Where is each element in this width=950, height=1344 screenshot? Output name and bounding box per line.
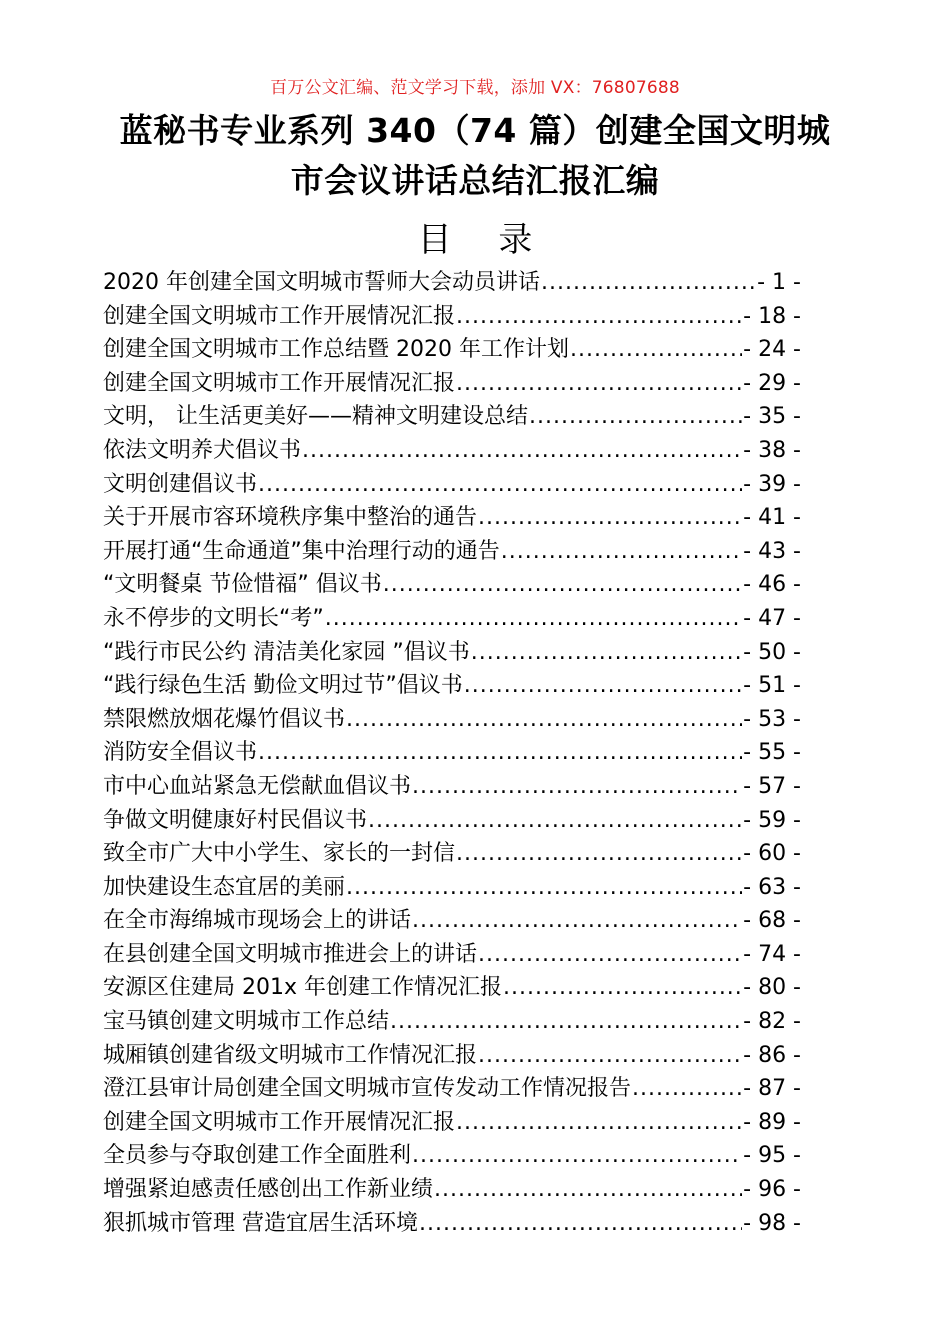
table-of-contents bbox=[103, 266, 801, 1240]
toc-entry-page: - 63 - bbox=[743, 874, 801, 900]
toc-entry-page: - 68 - bbox=[743, 908, 801, 934]
toc-entry-page: - 29 - bbox=[743, 370, 801, 396]
toc-entry-page: - 96 - bbox=[743, 1177, 801, 1203]
toc-entry-page: - 51 - bbox=[743, 673, 801, 699]
toc-entry[interactable] bbox=[103, 804, 801, 838]
toc-entry[interactable] bbox=[103, 400, 801, 434]
toc-dot-leader bbox=[503, 971, 742, 1005]
toc-entry[interactable] bbox=[103, 871, 801, 905]
toc-entry-title: 消防安全倡议书 bbox=[103, 740, 258, 766]
toc-dot-leader bbox=[383, 568, 742, 602]
toc-entry-page: - 53 - bbox=[743, 706, 801, 732]
toc-entry[interactable] bbox=[103, 434, 801, 468]
toc-dot-leader bbox=[529, 400, 742, 434]
toc-entry-title: 加快建设生态宜居的美丽 bbox=[103, 874, 346, 900]
toc-entry-title: 创建全国文明城市工作开展情况汇报 bbox=[103, 1109, 456, 1135]
toc-entry-title: 创建全国文明城市工作开展情况汇报 bbox=[103, 303, 456, 329]
document-title bbox=[60, 106, 890, 206]
toc-dot-leader bbox=[412, 904, 742, 938]
toc-entry-page: - 59 - bbox=[743, 807, 801, 833]
toc-entry[interactable] bbox=[103, 266, 801, 300]
toc-dot-leader bbox=[456, 300, 742, 334]
toc-entry-title: 狠抓城市管理 营造宜居生活环境 bbox=[103, 1210, 418, 1236]
toc-entry-page: - 98 - bbox=[743, 1210, 801, 1236]
toc-entry[interactable] bbox=[103, 501, 801, 535]
toc-entry-page: - 74 - bbox=[743, 941, 801, 967]
toc-dot-leader bbox=[501, 535, 742, 569]
toc-entry-page: - 80 - bbox=[743, 975, 801, 1001]
toc-entry-page: - 87 - bbox=[743, 1076, 801, 1102]
toc-entry[interactable] bbox=[103, 703, 801, 737]
toc-heading: 目 录 bbox=[417, 220, 551, 260]
toc-entry[interactable] bbox=[103, 1039, 801, 1073]
toc-dot-leader bbox=[412, 770, 742, 804]
toc-entry-page: - 41 - bbox=[743, 505, 801, 531]
toc-entry[interactable] bbox=[103, 938, 801, 972]
toc-dot-leader bbox=[570, 333, 742, 367]
toc-entry[interactable] bbox=[103, 904, 801, 938]
title-line-2: 市会议讲话总结汇报汇编 bbox=[290, 161, 660, 200]
toc-entry-page: - 43 - bbox=[743, 538, 801, 564]
toc-entry-title: “践行绿色生活 勤俭文明过节”倡议书 bbox=[103, 673, 463, 699]
toc-entry[interactable] bbox=[103, 636, 801, 670]
toc-entry-page: - 38 - bbox=[743, 437, 801, 463]
toc-dot-leader bbox=[541, 266, 756, 300]
toc-entry[interactable] bbox=[103, 837, 801, 871]
toc-entry-title: 宝马镇创建文明城市工作总结 bbox=[103, 1009, 390, 1035]
toc-entry-page: - 50 - bbox=[743, 639, 801, 665]
toc-entry-title: 文明创建倡议书 bbox=[103, 471, 258, 497]
toc-entry-page: - 24 - bbox=[743, 337, 801, 363]
toc-entry-title: 2020 年创建全国文明城市誓师大会动员讲话 bbox=[103, 270, 540, 295]
toc-entry-page: - 46 - bbox=[743, 572, 801, 598]
toc-entry[interactable] bbox=[103, 535, 801, 569]
toc-entry[interactable] bbox=[103, 1106, 801, 1140]
toc-entry-page: - 60 - bbox=[743, 841, 801, 867]
toc-dot-leader bbox=[478, 1039, 742, 1073]
toc-entry[interactable] bbox=[103, 1072, 801, 1106]
toc-dot-leader bbox=[258, 736, 742, 770]
toc-entry-title: 安源区住建局 201x 年创建工作情况汇报 bbox=[103, 975, 502, 1001]
toc-dot-leader bbox=[464, 669, 742, 703]
toc-entry[interactable] bbox=[103, 468, 801, 502]
toc-dot-leader bbox=[302, 434, 742, 468]
toc-dot-leader bbox=[456, 837, 742, 871]
promo-banner: 百万公文汇编、范文学习下载，添加 VX：76807688 bbox=[270, 78, 680, 98]
toc-dot-leader bbox=[390, 1005, 742, 1039]
toc-entry-page: - 18 - bbox=[743, 303, 801, 329]
toc-entry[interactable] bbox=[103, 736, 801, 770]
toc-entry-title: 致全市广大中小学生、家长的一封信 bbox=[103, 841, 456, 867]
toc-entry-title: 增强紧迫感责任感创出工作新业绩 bbox=[103, 1177, 434, 1203]
toc-dot-leader bbox=[368, 804, 742, 838]
toc-entry-title: “文明餐桌 节俭惜福” 倡议书 bbox=[103, 572, 382, 598]
toc-entry-page: - 35 - bbox=[743, 404, 801, 430]
toc-entry[interactable] bbox=[103, 568, 801, 602]
toc-entry[interactable] bbox=[103, 602, 801, 636]
toc-entry-title: 关于开展市容环境秩序集中整治的通告 bbox=[103, 505, 478, 531]
toc-entry-title: 市中心血站紧急无偿献血倡议书 bbox=[103, 773, 412, 799]
toc-entry-page: - 57 - bbox=[743, 773, 801, 799]
toc-dot-leader bbox=[456, 1106, 742, 1140]
toc-dot-leader bbox=[478, 938, 742, 972]
toc-entry[interactable] bbox=[103, 1005, 801, 1039]
toc-entry-page: - 47 - bbox=[743, 605, 801, 631]
toc-dot-leader bbox=[325, 602, 742, 636]
toc-entry-title: 文明， 让生活更美好——精神文明建设总结 bbox=[103, 404, 528, 430]
toc-dot-leader bbox=[419, 1207, 742, 1241]
toc-entry[interactable] bbox=[103, 971, 801, 1005]
toc-entry-title: 城厢镇创建省级文明城市工作情况汇报 bbox=[103, 1042, 478, 1068]
toc-entry-page: - 86 - bbox=[743, 1042, 801, 1068]
toc-entry-page: - 82 - bbox=[743, 1009, 801, 1035]
toc-entry[interactable] bbox=[103, 367, 801, 401]
toc-entry-title: 创建全国文明城市工作总结暨 2020 年工作计划 bbox=[103, 337, 569, 363]
toc-entry-page: - 89 - bbox=[743, 1109, 801, 1135]
toc-dot-leader bbox=[434, 1173, 742, 1207]
toc-entry-title: 永不停步的文明长“考” bbox=[103, 605, 324, 631]
toc-entry-title: 争做文明健康好村民倡议书 bbox=[103, 807, 368, 833]
toc-entry[interactable] bbox=[103, 1207, 801, 1241]
title-line-1: 蓝秘书专业系列 340（74 篇）创建全国文明城 bbox=[119, 111, 831, 150]
toc-entry[interactable] bbox=[103, 770, 801, 804]
toc-entry-title: “践行市民公约 清洁美化家园 ”倡议书 bbox=[103, 639, 470, 665]
toc-dot-leader bbox=[456, 367, 742, 401]
toc-entry-page: - 1 - bbox=[757, 270, 801, 295]
toc-entry-title: 在全市海绵城市现场会上的讲话 bbox=[103, 908, 412, 934]
toc-entry-page: - 95 - bbox=[743, 1143, 801, 1169]
toc-entry-page: - 55 - bbox=[743, 740, 801, 766]
toc-entry-title: 在县创建全国文明城市推进会上的讲话 bbox=[103, 941, 478, 967]
toc-dot-leader bbox=[346, 871, 742, 905]
toc-entry[interactable] bbox=[103, 300, 801, 334]
toc-entry[interactable] bbox=[103, 669, 801, 703]
toc-entry-page: - 39 - bbox=[743, 471, 801, 497]
toc-entry-title: 依法文明养犬倡议书 bbox=[103, 437, 302, 463]
toc-entry-title: 禁限燃放烟花爆竹倡议书 bbox=[103, 706, 346, 732]
toc-dot-leader bbox=[632, 1072, 742, 1106]
toc-entry[interactable] bbox=[103, 1173, 801, 1207]
toc-dot-leader bbox=[471, 636, 742, 670]
toc-dot-leader bbox=[258, 468, 742, 502]
toc-dot-leader bbox=[412, 1139, 742, 1173]
toc-entry-title: 全员参与夺取创建工作全面胜利 bbox=[103, 1143, 412, 1169]
toc-entry-title: 澄江县审计局创建全国文明城市宣传发动工作情况报告 bbox=[103, 1076, 632, 1102]
toc-dot-leader bbox=[346, 703, 742, 737]
toc-entry-title: 开展打通“生命通道”集中治理行动的通告 bbox=[103, 538, 500, 564]
toc-dot-leader bbox=[478, 501, 742, 535]
toc-entry[interactable] bbox=[103, 1139, 801, 1173]
toc-entry-title: 创建全国文明城市工作开展情况汇报 bbox=[103, 370, 456, 396]
toc-entry[interactable] bbox=[103, 333, 801, 367]
